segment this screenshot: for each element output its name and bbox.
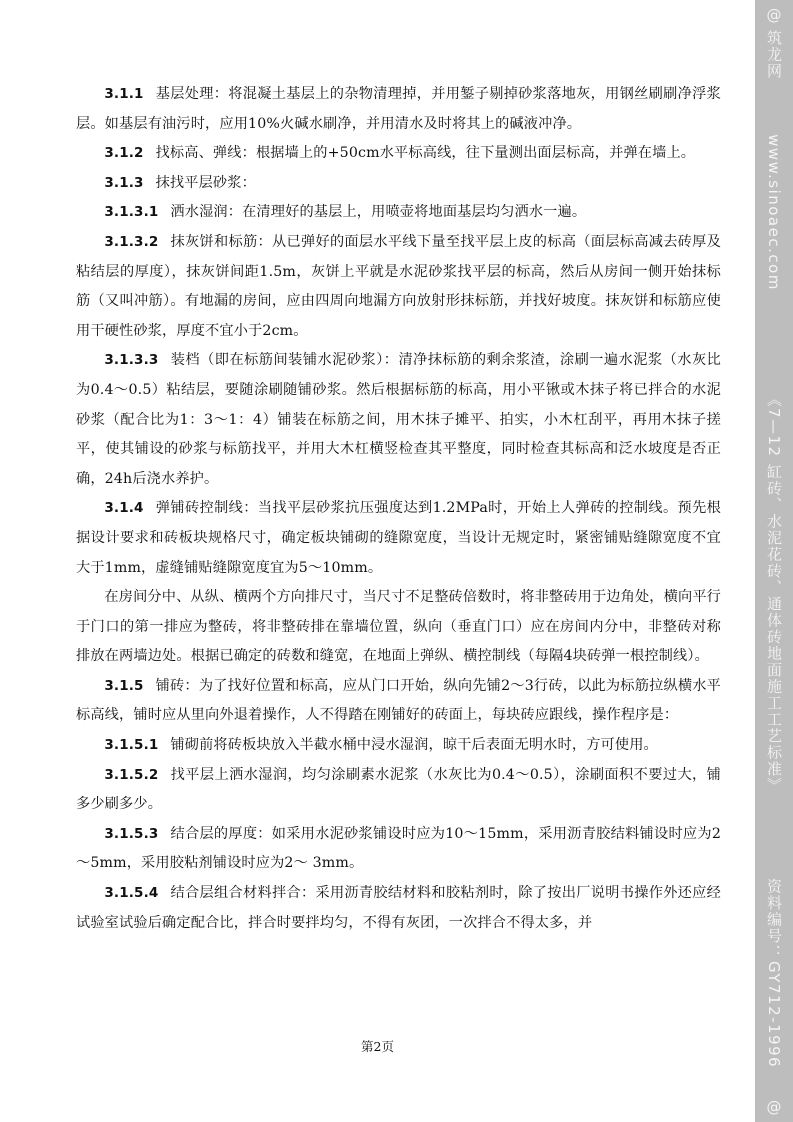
paragraph-text: 找平层上洒水湿润，均匀涂刷素水泥浆（水灰比为0.4～0.5），涂刷面积不要过大，铺多少刷多少。 xyxy=(76,766,721,813)
section-number: 3.1.3.2 xyxy=(104,233,159,250)
sidebar-site-name: 筑龙网 xyxy=(765,30,783,80)
paragraph-text: 抹灰饼和标筋：从已弹好的面层水平线下量至找平层上皮的标高（面层标高减去砖厚及粘结层的厚度），抹灰饼间距1.5m，灰饼上平就是水泥砂浆找平层的标高，然后从房间一侧开始抹标筋（又叫冲筋）。有地漏的房间，应由四周向地漏方向放射形抹标筋，并找好坡度。抹灰饼和标筋应使用干硬性砂浆，厚度不宜小于2cm。 xyxy=(76,233,721,339)
paragraph-text: 找标高、弹线：根据墙上的+50cm水平标高线，往下量测出面层标高，并弹在墙上。 xyxy=(155,145,696,162)
paragraph-text: 铺砌前将砖板块放入半截水桶中浸水湿润，晾干后表面无明水时，方可使用。 xyxy=(170,737,658,754)
paragraph-text: 结合层的厚度：如采用水泥砂浆铺设时应为10～15mm，采用沥青胶结料铺设时应为2～5mm，采用胶粘剂铺设时应为2～ 3mm。 xyxy=(76,825,721,872)
section-number: 3.1.5 xyxy=(104,677,144,694)
page-number: 第2页 xyxy=(361,1039,394,1054)
sidebar-doc-title: 《7—12 缸砖、水泥花砖、通体砖地面施工工艺标准》 xyxy=(765,391,783,794)
sidebar-text xyxy=(764,30,784,1095)
section-number: 3.1.3.3 xyxy=(104,352,159,369)
paragraph xyxy=(76,169,721,199)
paragraph xyxy=(76,761,721,820)
paragraph xyxy=(76,672,721,731)
paragraph-text: 洒水湿润：在清理好的基层上，用喷壶将地面基层均匀洒水一遍。 xyxy=(170,204,587,221)
paragraph-text: 抹找平层砂浆： xyxy=(155,174,256,191)
document-body xyxy=(76,80,721,938)
section-number: 3.1.4 xyxy=(104,500,144,517)
paragraph-text: 装档（即在标筋间装铺水泥砂浆）：清净抹标筋的剩余浆渣，涂刷一遍水泥浆（水灰比为0.4～0.5）粘结层，要随涂刷随铺砂浆。然后根据标筋的标高，用小平锹或木抹子将已拌合的水泥砂浆（配合比为1：3～1：4）铺装在标筋之间，用木抹子摊平、拍实，小木杠刮平，再用木抹子搓平，使其铺设的砂浆与标筋找平，并用大木杠横竖检查其平整度，同时检查其标高和泛水坡度是否正确，24h后浇水养护。 xyxy=(76,352,721,487)
section-number: 3.1.5.3 xyxy=(104,825,159,842)
paragraph xyxy=(76,198,721,228)
paragraph xyxy=(76,139,721,169)
section-number: 3.1.3.1 xyxy=(104,204,159,221)
paragraph xyxy=(76,228,721,346)
paragraph xyxy=(76,879,721,938)
paragraph-text: 结合层组合材料拌合：采用沥青胶结材料和胶粘剂时，除了按出厂说明书操作外还应经试验室试验后确定配合比，拌合时要拌均匀，不得有灰团，一次拌合不得太多，并 xyxy=(76,885,721,931)
sidebar-at-top: @ xyxy=(766,6,782,24)
section-number: 3.1.5.2 xyxy=(104,766,159,783)
paragraph-text: 基层处理：将混凝土基层上的杂物清理掉，并用錾子剔掉砂浆落地灰，用钢丝刷刷净浮浆层。如基层有油污时，应用10%火碱水刷净，并用清水及时将其上的碱液冲净。 xyxy=(76,86,721,132)
paragraph xyxy=(76,731,721,761)
paragraph xyxy=(76,494,721,583)
paragraph xyxy=(76,80,721,139)
paragraph xyxy=(76,346,721,494)
section-number: 3.1.5.1 xyxy=(104,737,159,754)
sidebar-at-bottom: @ xyxy=(766,1098,782,1116)
section-number: 3.1.1 xyxy=(104,86,144,102)
section-number: 3.1.5.4 xyxy=(104,885,159,902)
paragraph-text: 在房间分中、从纵、横两个方向排尺寸，当尺寸不足整砖倍数时，将非整砖用于边角处，横向平行于门口的第一排应为整砖，将非整砖排在靠墙位置，纵向（垂直门口）应在房间内分中，非整砖对称排放在两墙边处。根据已确定的砖数和缝宽，在地面上弹纵、横控制线（每隔4块砖弹一根控制线）。 xyxy=(76,589,721,665)
paragraph xyxy=(76,583,721,672)
paragraph-text: 铺砖：为了找好位置和标高，应从门口开始，纵向先铺2～3行砖，以此为标筋拉纵横水平标高线，铺时应从里向外退着操作，人不得踏在刚铺好的砖面上，每块砖应跟线，操作程序是： xyxy=(76,677,721,724)
sidebar-doc-code: 资料编号：GY712-1996 xyxy=(765,878,783,1069)
paragraph-text: 弹铺砖控制线：当找平层砂浆抗压强度达到1.2MPa时，开始上人弹砖的控制线。预先根据设计要求和砖板块规格尺寸，确定板块铺砌的缝隙宽度，当设计无规定时，紧密铺贴缝隙宽度不宜大于1mm，虚缝铺贴缝隙宽度宜为5～10mm。 xyxy=(76,500,721,576)
sidebar-url: www.sinoaec.com xyxy=(765,134,783,291)
section-number: 3.1.2 xyxy=(104,145,144,162)
section-number: 3.1.3 xyxy=(104,174,144,191)
watermark-sidebar xyxy=(755,0,793,1122)
paragraph xyxy=(76,820,721,879)
